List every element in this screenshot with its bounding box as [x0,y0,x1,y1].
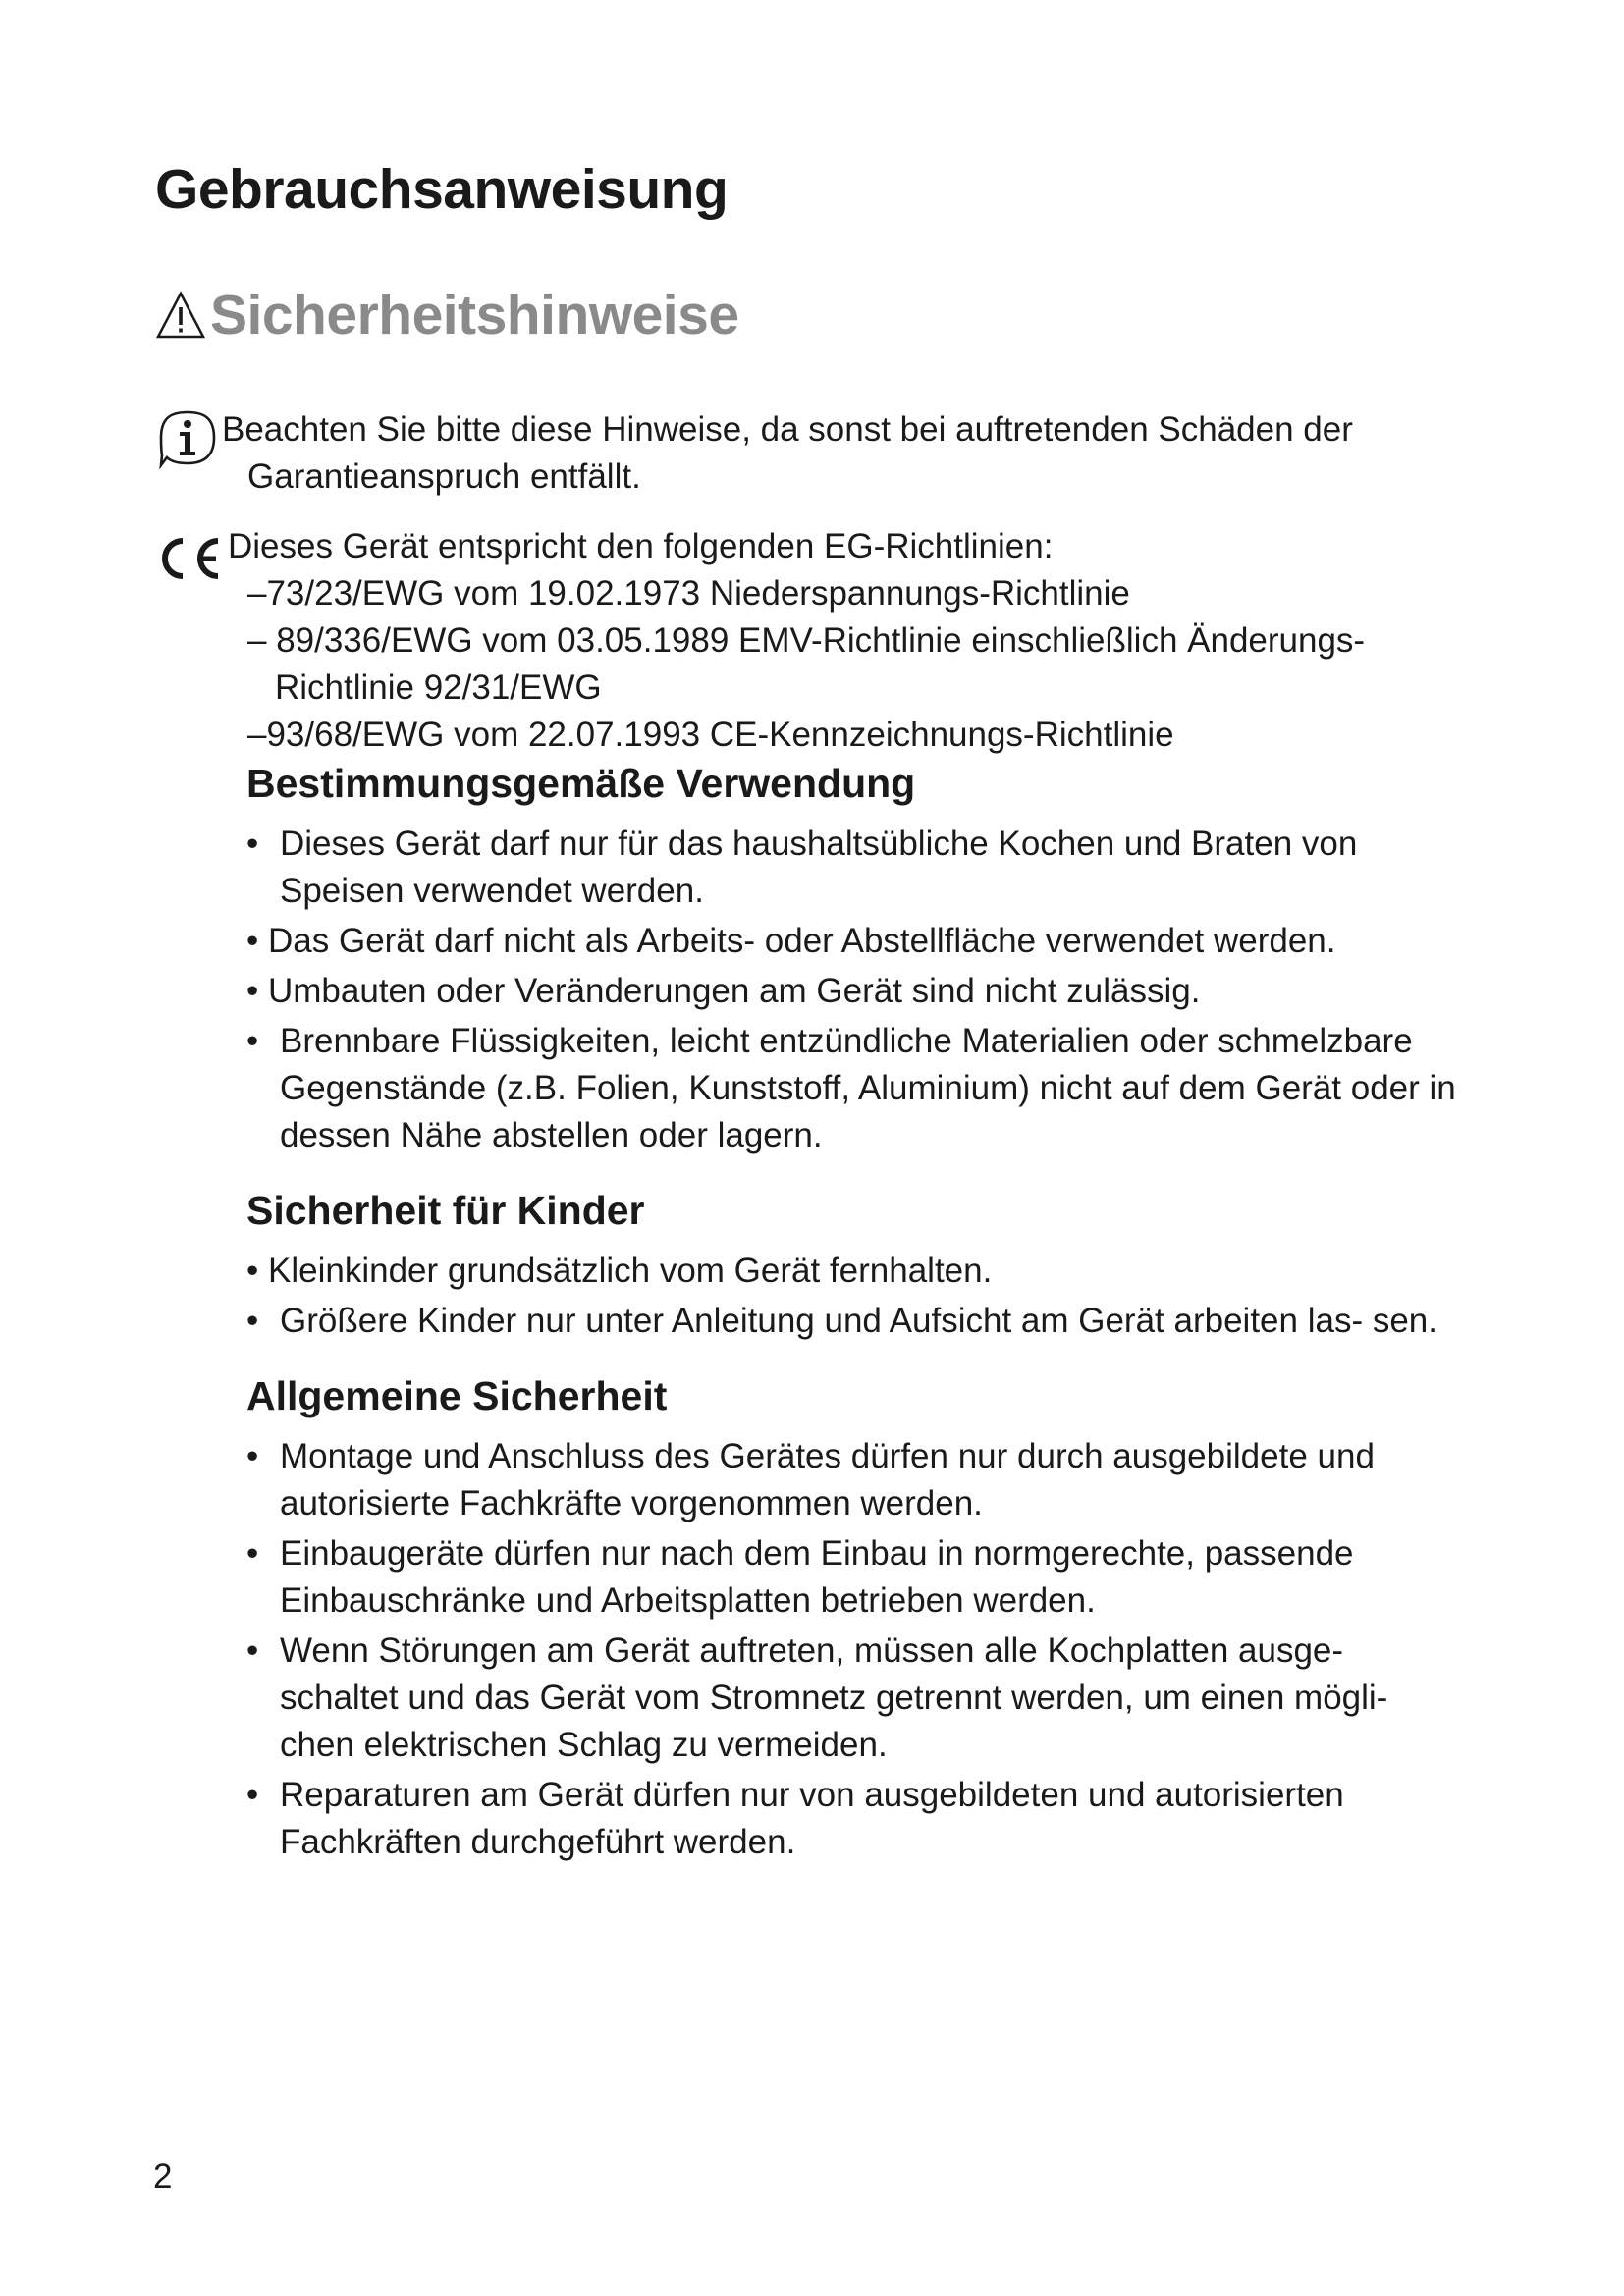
bullet-icon: • [246,972,259,1010]
list-item: • Montage und Anschluss des Gerätes dürfen nur durch ausgebildete und autorisierte Fachkräfte vorgenommen werden. [246,1433,1454,1527]
bullet-icon: • [246,1534,259,1573]
ce-note-intro: Dieses Gerät entspricht den folgenden EG-Richtlinien: [228,527,1054,565]
bullet-list [246,1248,1444,1345]
info-note-line: Garantieanspruch entfällt. [247,457,641,496]
section-general-safety [246,1368,1523,1866]
page-number: 2 [153,2158,173,2196]
info-note-line: Beachten Sie bitte diese Hinweise, da sonst bei auftretenden Schäden der [222,410,1353,449]
info-icon [153,408,222,469]
page-title: Gebrauchsanweisung [155,158,729,221]
ce-directive-line: –73/23/EWG vom 19.02.1973 Niederspannungs-Richtlinie [247,574,1130,613]
list-item: • Reparaturen am Gerät dürfen nur von ausgebildeten und autorisierten Fachkräften durchgeführt werden. [246,1772,1454,1866]
list-item: • Kleinkinder grundsätzlich vom Gerät fernhalten. [246,1248,1444,1295]
info-note [153,406,1353,501]
section-child-safety [246,1183,1523,1345]
list-item: • Umbauten oder Veränderungen am Gerät sind nicht zulässig. [246,968,1484,1015]
warning-triangle-icon [155,290,206,341]
list-item: • Dieses Gerät darf nur für das haushaltsübliche Kochen und Braten von Speisen verwendet werden. [246,821,1484,915]
bullet-icon: • [246,1437,259,1475]
bullet-icon: • [246,1631,259,1670]
bullet-icon: • [246,1252,259,1290]
ce-directive-line: – 89/336/EWG vom 03.05.1989 EMV-Richtlinie einschließlich Änderungs- [247,621,1366,660]
bullet-icon: • [246,1022,259,1060]
ce-note [153,523,1366,759]
bullet-list [246,1433,1454,1866]
bullet-icon: • [246,1302,259,1340]
ce-directive-line: –93/68/EWG vom 22.07.1993 CE-Kennzeichnungs-Richtlinie [247,716,1174,754]
bullet-list [246,821,1484,1159]
safety-sections [246,756,1523,1890]
bullet-icon: • [246,825,259,863]
list-item: • Brennbare Flüssigkeiten, leicht entzündliche Materialien oder schmelzbare Gegenstände (z.B. Folien, Kunststoff, Aluminium) nicht auf dem Gerät oder in dessen Nähe abstellen oder lagern. [246,1018,1484,1159]
list-item: • Das Gerät darf nicht als Arbeits- oder Abstellfläche verwendet werden. [246,918,1484,965]
list-item: • Einbaugeräte dürfen nur nach dem Einbau in normgerechte, passende Einbauschränke und Arbeitsplatten betrieben werden. [246,1530,1454,1625]
ce-mark-icon [153,533,226,584]
section-heading: Sicherheit für Kinder [246,1188,645,1233]
bullet-icon: • [246,1776,259,1814]
section-intended-use [246,756,1523,1159]
ce-directive-line: Richtlinie 92/31/EWG [275,668,602,707]
safety-heading-text: Sicherheitshinweise [210,284,739,347]
list-item: • Größere Kinder nur unter Anleitung und Aufsicht am Gerät arbeiten las- sen. [246,1298,1444,1345]
safety-heading [155,283,739,347]
section-heading: Bestimmungsgemäße Verwendung [246,761,916,806]
bullet-icon: • [246,922,259,960]
list-item: • Wenn Störungen am Gerät auftreten, müssen alle Kochplatten ausge- schaltet und das Gerät vom Stromnetz getrennt werden, um einen mögli- chen elektrischen Schlag zu vermeiden. [246,1628,1454,1769]
section-heading: Allgemeine Sicherheit [246,1373,668,1418]
